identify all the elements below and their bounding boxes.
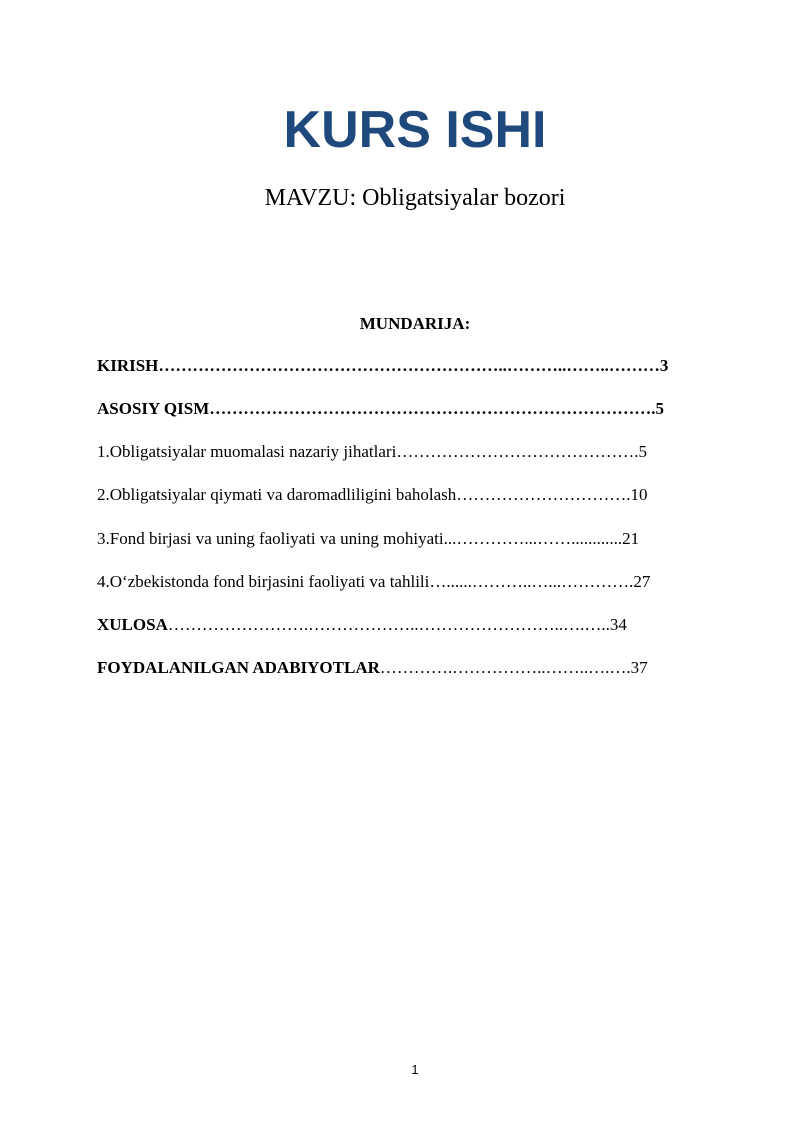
toc-entry-leader: …………………….………………..……………………..….…..	[167, 615, 610, 634]
document-subtitle: MAVZU: Obligatsiyalar bozori	[264, 185, 566, 211]
toc-entry	[97, 614, 627, 636]
toc-entry-label: XULOSA	[97, 615, 168, 634]
toc-entry-label: KIRISH	[97, 356, 159, 375]
toc-entry-label: 1.Obligatsiyalar muomalasi nazariy jihatlari	[97, 442, 397, 461]
toc-entry	[97, 571, 650, 593]
toc-entry-label: 4.O‘zbekistonda fond birjasini faoliyati va tahlili	[97, 572, 430, 591]
toc-entry-page: 3	[659, 356, 669, 375]
toc-entry-page: 10	[630, 485, 648, 504]
toc-entry-leader: ……………………………………………………..………..……..………	[158, 356, 660, 375]
toc-entry	[97, 528, 639, 550]
toc-entry-label: 3.Fond birjasi va uning faoliyati va uning mohiyati	[97, 529, 444, 548]
toc-entry-leader: ………….……………..……..….….	[379, 658, 631, 677]
toc-entry-leader: ………………………….	[456, 485, 631, 504]
toc-entry	[97, 398, 664, 420]
toc-entry-page: 5	[638, 442, 648, 461]
toc-entry	[97, 441, 647, 463]
toc-entry-label: 2.Obligatsiyalar qiymati va daromadliligini baholash	[97, 485, 457, 504]
toc-entry-label: ASOSIY QISM	[97, 399, 210, 418]
toc-heading: MUNDARIJA:	[359, 314, 471, 333]
page-number: 1	[411, 1062, 419, 1077]
toc-entry	[97, 355, 668, 377]
toc-entry-leader: ...…………...……............	[443, 529, 623, 548]
document-title: KURS ISHI	[283, 101, 547, 159]
toc-entry-label: FOYDALANILGAN ADABIYOTLAR	[97, 658, 380, 677]
toc-entry-leader: …………………………………………………………………….	[209, 399, 656, 418]
toc-entry-leader: …………………………………….	[396, 442, 639, 461]
toc-entry	[97, 657, 648, 679]
toc-entry-page: 27	[633, 572, 651, 591]
toc-entry	[97, 484, 648, 506]
toc-entry-page: 5	[655, 399, 665, 418]
toc-entry-page: 37	[630, 658, 648, 677]
toc-entry-leader: …......………..…...………….	[429, 572, 634, 591]
toc-entry-page: 34	[609, 615, 627, 634]
toc-entry-page: 21	[622, 529, 640, 548]
